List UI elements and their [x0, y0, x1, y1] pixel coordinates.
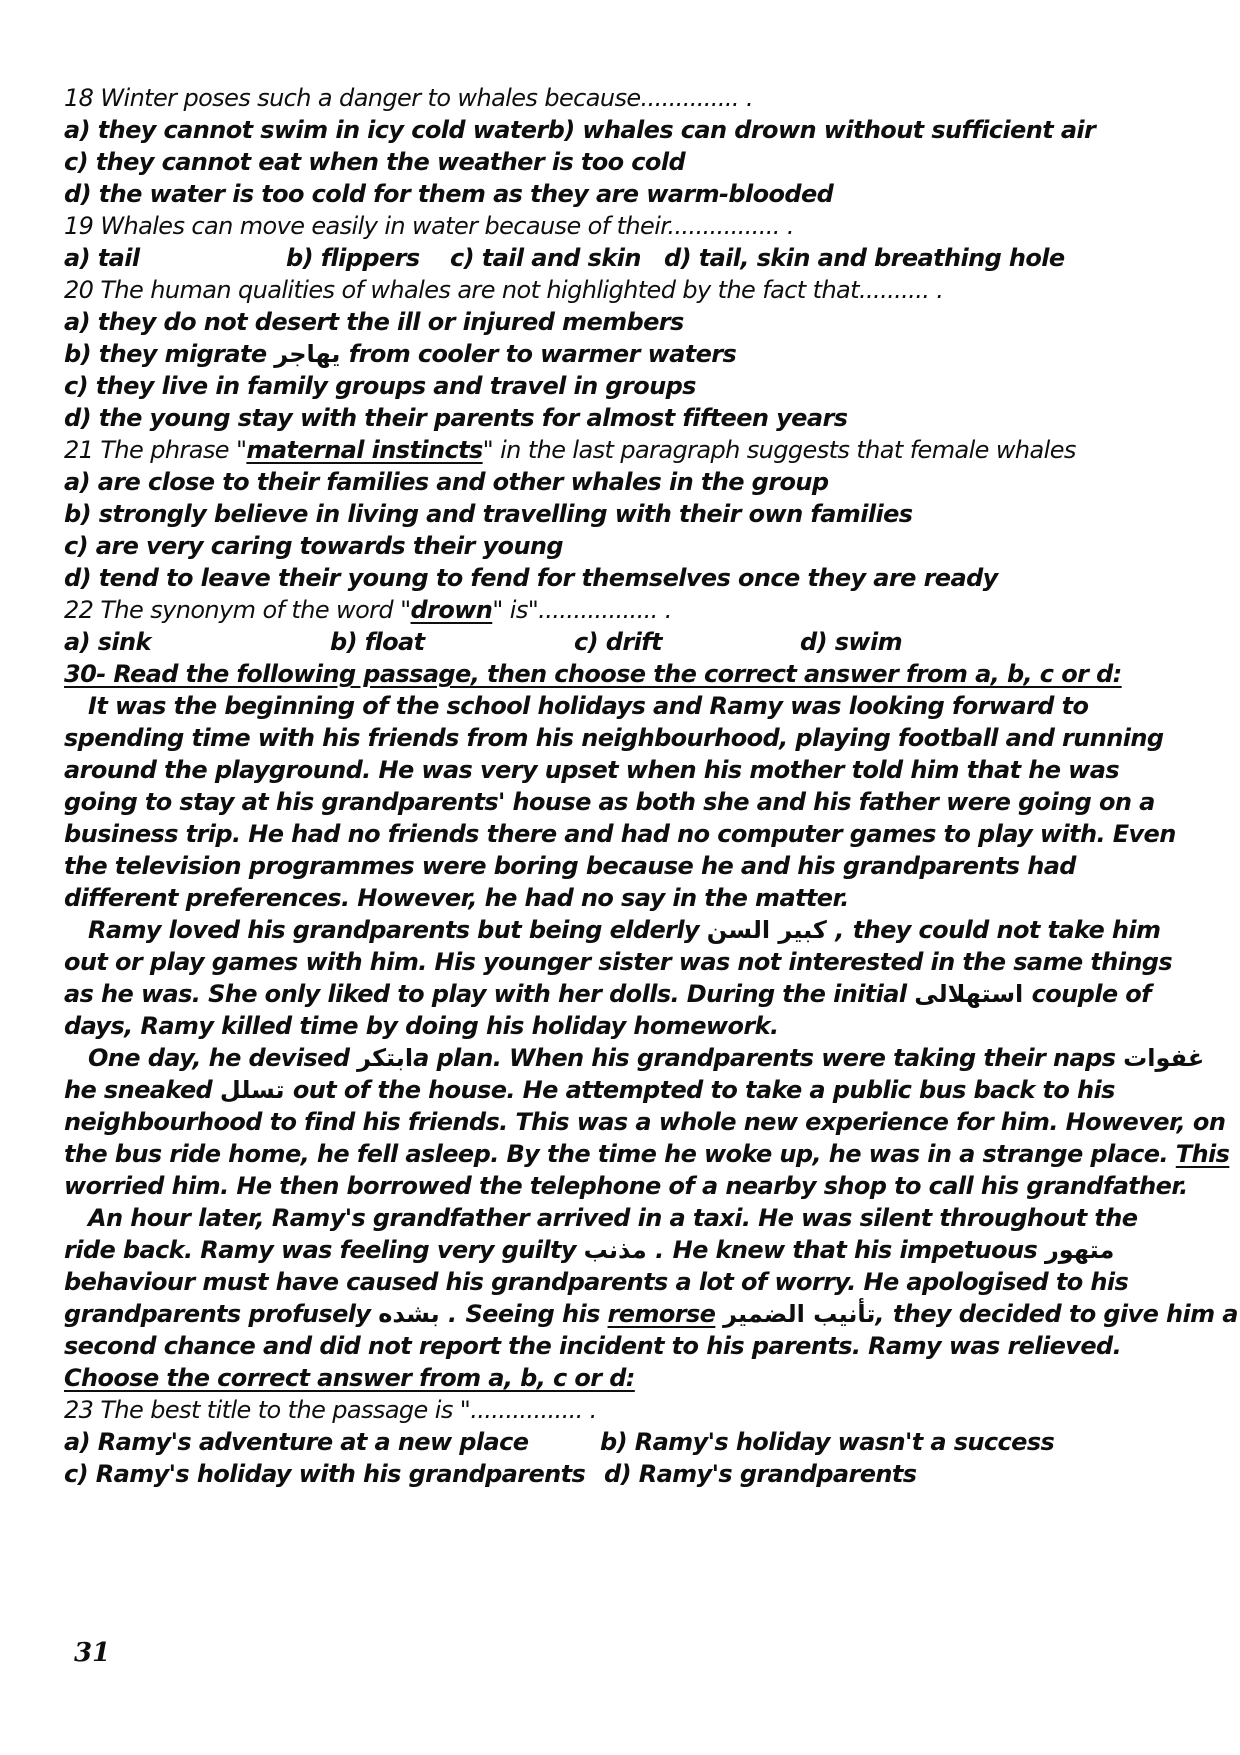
text-segment: worried him. He then borrowed the telephone of a nearby shop to call his grandfather. — [64, 1172, 1188, 1200]
option-text: b) Ramy's holiday wasn't a success — [600, 1428, 1055, 1456]
text-segment: 22 The synonym of the word " — [64, 596, 411, 624]
arabic-gloss: كبير السن — [706, 916, 827, 944]
text-segment: out or play games with him. His younger sister was not interested in the same things — [64, 948, 1173, 976]
page-number: 31 — [74, 1638, 111, 1668]
passage-line — [64, 1266, 1192, 1298]
option-text: a) tail — [64, 244, 140, 272]
text-segment: different preferences. However, he had no say in the matter. — [64, 884, 849, 912]
text-segment: . He knew that his impetuous — [646, 1236, 1045, 1264]
passage-line — [64, 946, 1192, 978]
arabic-gloss: ابتكر — [357, 1044, 414, 1072]
text-segment: second chance and did not report the incident to his parents. Ramy was relieved. — [64, 1332, 1122, 1360]
text-segment: 20 The human qualities of whales are not highlighted by the fact that.......... . — [64, 276, 944, 304]
passage-line — [64, 754, 1192, 786]
question-20-option-a — [64, 306, 1192, 338]
question-21-option-a — [64, 466, 1192, 498]
text-segment: b) they migrate — [64, 340, 275, 368]
option-text: d) Ramy's grandparents — [604, 1460, 917, 1488]
page-body — [64, 82, 1238, 1490]
text-segment: d) the water is too cold for them as they are warm-blooded — [64, 180, 834, 208]
question-18-options-ab — [64, 114, 1192, 146]
section-30-heading — [64, 658, 1192, 690]
text-segment: drown — [410, 596, 493, 624]
text-segment — [715, 1300, 723, 1328]
question-18-option-c — [64, 146, 1192, 178]
text-segment: around the playground. He was very upset when his mother told him that he was — [64, 756, 1119, 784]
option-text: c) tail and skin — [450, 244, 641, 272]
option-text: b) float — [330, 628, 425, 656]
question-21-stem — [64, 434, 1192, 466]
text-segment: days, Ramy killed time by doing his holiday homework. — [64, 1012, 779, 1040]
passage-line — [64, 850, 1192, 882]
text-segment: 30- Read the following passage, then choose the correct answer from a, b, c or d: — [64, 660, 1122, 688]
question-20-option-c — [64, 370, 1192, 402]
text-segment: he sneaked — [64, 1076, 220, 1104]
text-segment: . Seeing his — [439, 1300, 608, 1328]
text-segment: Ramy loved his grandparents but being elderly — [88, 916, 707, 944]
text-segment: " in the last paragraph suggests that female whales — [482, 436, 1076, 464]
passage-line — [64, 818, 1192, 850]
question-22-stem — [64, 594, 1192, 626]
text-segment: from cooler to warmer waters — [340, 340, 737, 368]
text-segment: grandparents profusely — [64, 1300, 379, 1328]
passage-line — [64, 1010, 1192, 1042]
text-segment: business trip. He had no friends there and had no computer games to play with. Even — [64, 820, 1176, 848]
text-segment: d) tend to leave their young to fend for themselves once they are ready — [64, 564, 998, 592]
text-segment: ride back. Ramy was feeling very guilty — [64, 1236, 584, 1264]
text-segment: 19 Whales can move easily in water because of their................ . — [64, 212, 794, 240]
text-segment: a plan. When his grandparents were taking their naps — [413, 1044, 1124, 1072]
option-text: b) whales can drown without sufficient air — [547, 116, 1096, 144]
question-23-stem — [64, 1394, 1192, 1426]
arabic-gloss: مذنب — [583, 1236, 647, 1264]
arabic-gloss: تأنيب الضمير — [723, 1300, 876, 1328]
question-20-option-b — [64, 338, 1192, 370]
passage-line — [64, 1234, 1192, 1266]
arabic-gloss: غفوات — [1123, 1044, 1205, 1072]
text-segment: behaviour must have caused his grandparents a lot of worry. He apologised to his — [64, 1268, 1129, 1296]
text-segment: , they decided to give him a — [875, 1300, 1238, 1328]
question-21-option-b — [64, 498, 1192, 530]
text-segment: b) strongly believe in living and travelling with their own families — [64, 500, 913, 528]
question-22-options-abcd — [64, 626, 1192, 658]
passage-line — [64, 978, 1192, 1010]
passage-line — [64, 1330, 1192, 1362]
passage-line — [64, 722, 1192, 754]
arabic-gloss: بشده — [378, 1300, 440, 1328]
passage-line — [64, 1106, 1226, 1138]
text-segment: c) are very caring towards their young — [64, 532, 564, 560]
text-segment: " is"................. . — [492, 596, 672, 624]
passage-line — [64, 1042, 1205, 1074]
option-text: d) swim — [800, 628, 902, 656]
passage-line — [64, 690, 1192, 722]
passage-line — [64, 1074, 1192, 1106]
question-21-option-c — [64, 530, 1192, 562]
option-text: c) Ramy's holiday with his grandparents — [64, 1460, 586, 1488]
text-segment: remorse — [607, 1300, 716, 1328]
question-23-options-ab — [64, 1426, 1192, 1458]
option-text: d) tail, skin and breathing hole — [664, 244, 1065, 272]
text-segment: c) they live in family groups and travel in groups — [64, 372, 696, 400]
text-segment: a) are close to their families and other whales in the group — [64, 468, 829, 496]
text-segment: Choose the correct answer from a, b, c or d: — [64, 1364, 635, 1392]
option-text: a) sink — [64, 628, 151, 656]
text-segment: An hour later, Ramy's grandfather arrived in a taxi. He was silent throughout the — [88, 1204, 1138, 1232]
text-segment: , they could not take him — [826, 916, 1161, 944]
passage-line — [64, 786, 1192, 818]
text-segment: 18 Winter poses such a danger to whales because.............. . — [64, 84, 753, 112]
option-text: a) they cannot swim in icy cold water — [64, 116, 548, 144]
text-segment: 21 The phrase " — [64, 436, 247, 464]
choose-answer-heading — [64, 1362, 1192, 1394]
text-segment: maternal instincts — [246, 436, 483, 464]
passage-line — [64, 1138, 1230, 1170]
text-segment: out of the house. He attempted to take a public bus back to his — [284, 1076, 1115, 1104]
option-text: a) Ramy's adventure at a new place — [64, 1428, 529, 1456]
passage-line — [64, 1202, 1192, 1234]
arabic-gloss: يهاجر — [274, 340, 341, 368]
option-text: b) flippers — [286, 244, 420, 272]
text-segment: neighbourhood to find his friends. This was a whole new experience for him. However, on — [64, 1108, 1226, 1136]
text-segment: as he was. She only liked to play with her dolls. During the initial — [64, 980, 915, 1008]
text-segment: This — [1175, 1140, 1230, 1168]
question-20-stem — [64, 274, 1192, 306]
option-text: c) drift — [574, 628, 662, 656]
text-segment: going to stay at his grandparents' house as both she and his father were going on a — [64, 788, 1155, 816]
text-segment: the television programmes were boring because he and his grandparents had — [64, 852, 1076, 880]
arabic-gloss: تسلل — [219, 1076, 285, 1104]
question-23-options-cd — [64, 1458, 1192, 1490]
question-21-option-d — [64, 562, 1192, 594]
text-segment: couple of — [1023, 980, 1151, 1008]
text-segment: d) the young stay with their parents for almost fifteen years — [64, 404, 848, 432]
passage-line — [64, 1298, 1238, 1330]
text-segment: It was the beginning of the school holidays and Ramy was looking forward to — [88, 692, 1089, 720]
text-segment: 23 The best title to the passage is "................ . — [64, 1396, 597, 1424]
question-20-option-d — [64, 402, 1192, 434]
question-19-options-abcd — [64, 242, 1192, 274]
arabic-gloss: متهور — [1044, 1236, 1115, 1264]
question-18-option-d — [64, 178, 1192, 210]
question-18-stem — [64, 82, 1192, 114]
arabic-gloss: استهلالى — [914, 980, 1024, 1008]
question-19-stem — [64, 210, 1192, 242]
text-segment: spending time with his friends from his neighbourhood, playing football and running — [64, 724, 1164, 752]
passage-line — [64, 914, 1192, 946]
text-segment: the bus ride home, he fell asleep. By the time he woke up, he was in a strange place. — [64, 1140, 1176, 1168]
passage-line — [64, 882, 1192, 914]
text-segment: a) they do not desert the ill or injured members — [64, 308, 684, 336]
text-segment: One day, he devised — [88, 1044, 358, 1072]
text-segment: c) they cannot eat when the weather is too cold — [64, 148, 686, 176]
passage-line — [64, 1170, 1192, 1202]
